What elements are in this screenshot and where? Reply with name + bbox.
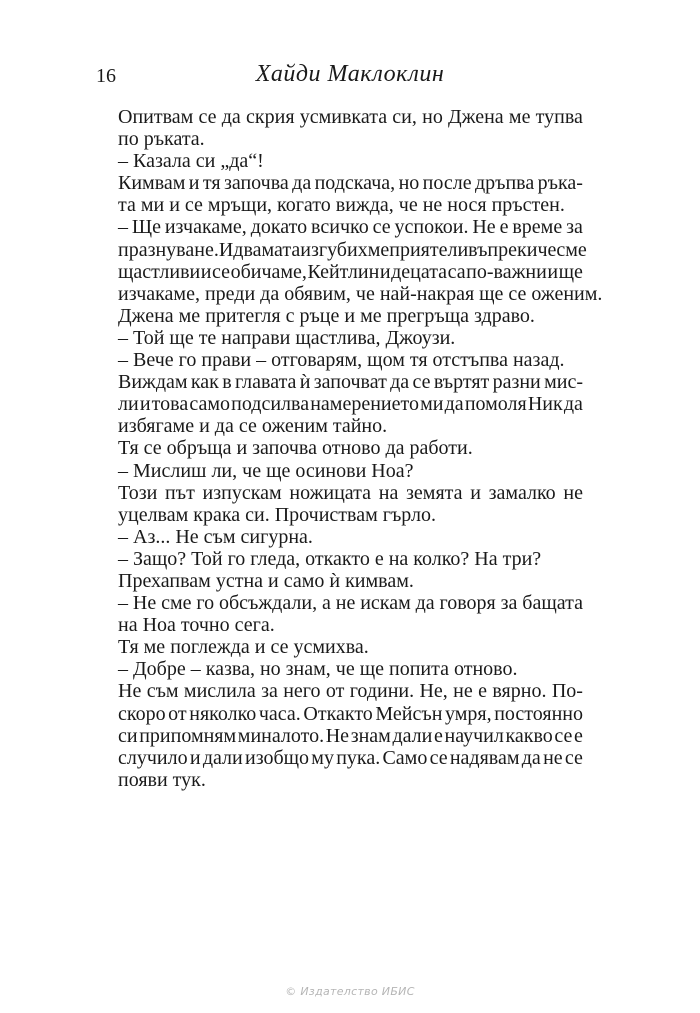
text-line: щастливи и се обичаме, Кейтлин и децата са по-важни и ще xyxy=(118,260,583,283)
text-line: Тя се обръща и започва отново да работи. xyxy=(118,437,473,460)
text-line: уцелвам крака си. Прочиствам гърло. xyxy=(118,503,437,526)
paragraph xyxy=(118,349,583,371)
text-line: избягаме и да се оженим тайно. xyxy=(118,415,388,438)
paragraph xyxy=(118,570,583,592)
text-line: Този път изпускам ножицата на земята и замалко не xyxy=(118,481,583,504)
text-line: та ми и се мръщи, когато вижда, че не нося пръстен. xyxy=(118,194,565,217)
paragraph xyxy=(118,526,583,548)
paragraph xyxy=(118,172,583,216)
text-line: Опитвам се да скрия усмивката си, но Джена ме тупва xyxy=(118,106,583,128)
paragraph xyxy=(118,592,583,636)
paragraph xyxy=(118,305,583,327)
text-line: – Вече го прави – отговарям, щом тя отстъпва назад. xyxy=(118,349,565,372)
text-line: – Защо? Той го гледа, откакто е на колко? На три? xyxy=(118,547,542,570)
text-line: ли и това само подсилва намерението ми да помоля Ник да xyxy=(118,393,583,416)
text-line: скоро от няколко часа. Откакто Мейсън умря, постоянно xyxy=(118,702,583,725)
paragraph xyxy=(118,327,583,349)
paragraph xyxy=(118,437,583,459)
text-line: Кимвам и тя започва да подскача, но после дръпва ръка- xyxy=(118,172,583,195)
text-line: празнуване. И двамата изгубихме приятел и въпреки че сме xyxy=(118,238,587,261)
running-head: Хайди Маклоклин xyxy=(255,61,445,87)
text-line: случило и дали изобщо му пука. Само се надявам да не се xyxy=(118,746,583,769)
text-line: – Добре – казва, но знам, че ще попита отново. xyxy=(118,658,518,681)
paragraph xyxy=(118,216,603,305)
text-line: – Аз... Не съм сигурна. xyxy=(118,525,313,548)
paragraph xyxy=(118,106,583,150)
paragraph xyxy=(118,680,583,790)
text-line: Не съм мислила за него от години. Не, не е вярно. По- xyxy=(118,680,583,703)
copyright-footer: © Издателство ИБИС xyxy=(285,985,415,998)
body-text xyxy=(118,106,603,791)
paragraph xyxy=(118,636,583,658)
text-line: Прехапвам устна и само ѝ кимвам. xyxy=(118,569,414,592)
paragraph xyxy=(118,460,583,482)
text-line: Тя ме поглежда и се усмихва. xyxy=(118,636,369,659)
paragraph xyxy=(118,548,583,570)
text-line: изчакаме, преди да обявим, че най-накрая ще се оженим. xyxy=(118,282,603,305)
text-line: на Ноа точно сега. xyxy=(118,614,275,637)
text-line: Виждам как в главата ѝ започват да се въртят разни мис- xyxy=(118,371,583,394)
text-line: – Мислиш ли, че ще осинови Ноа? xyxy=(118,459,414,482)
text-line: – Той ще те направи щастлива, Джоузи. xyxy=(118,326,456,349)
paragraph xyxy=(118,658,583,680)
page-number: 16 xyxy=(96,65,116,87)
text-line: Джена ме притегля с ръце и ме прегръща здраво. xyxy=(118,304,535,327)
text-line: – Ще изчакаме, докато всичко се успокои. Не е време за xyxy=(118,216,583,239)
text-line: – Казала си „да“! xyxy=(118,150,264,173)
text-line: появи тук. xyxy=(118,768,206,791)
paragraph xyxy=(118,371,583,437)
paragraph xyxy=(118,150,583,172)
text-line: си припомням миналото. Не знам дали е научил какво се е xyxy=(118,724,583,747)
text-line: по ръката. xyxy=(118,128,205,151)
text-line: – Не сме го обсъждали, а не искам да говоря за бащата xyxy=(118,592,583,615)
paragraph xyxy=(118,482,583,526)
